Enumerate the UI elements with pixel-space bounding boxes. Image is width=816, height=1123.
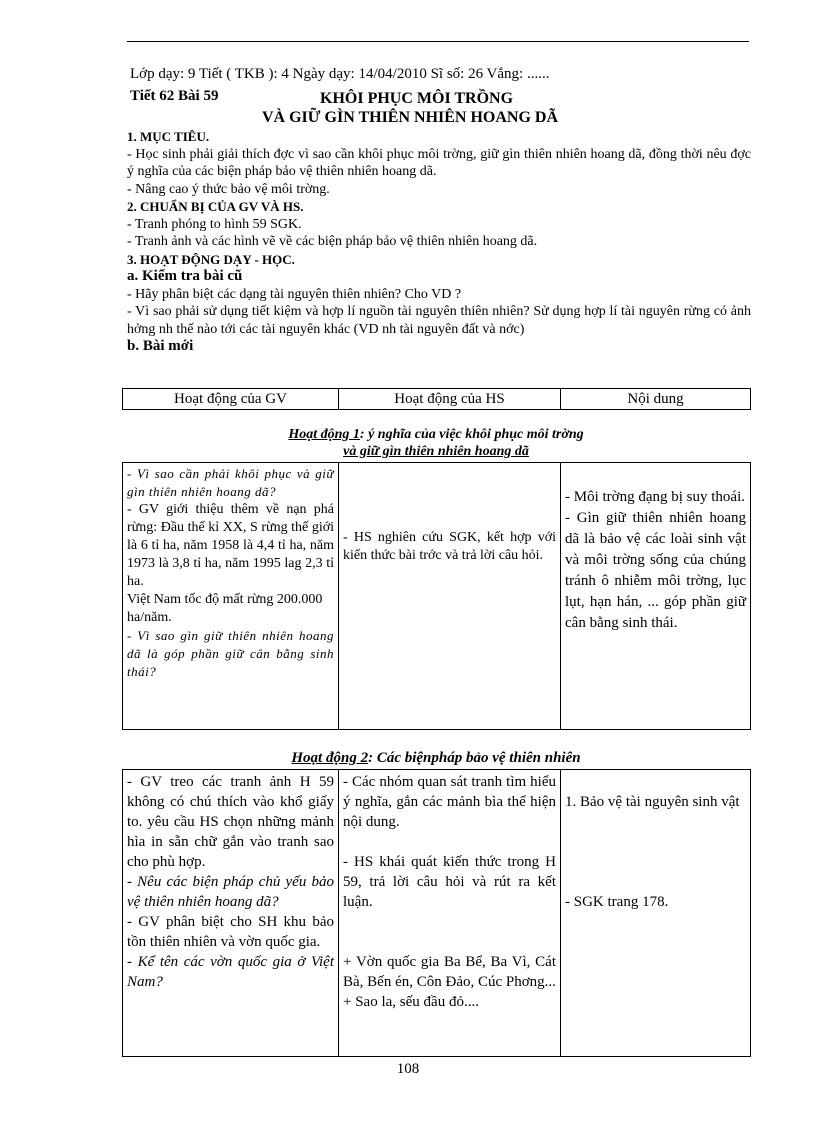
- activity1-title-line2: và giữ gìn thiên nhiên hoang dã: [343, 444, 529, 459]
- objective-2: - Nâng cao ý thức bảo vệ môi trờng.: [127, 181, 330, 197]
- activity1-content-1: - Môi trờng đạng bị suy thoái.: [565, 489, 745, 505]
- activity1-gv-text: - GV giới thiệu thêm về nạn phá rừng: Đầu thế kỉ XX, S rừng thế giới là 6 tỉ ha, năm 1958 là 4,4 tỉ ha, năm 1973 là 3,8 tỉ ha, năm 1995 lag 2,3 tỉ ha.: [127, 502, 334, 589]
- activity2-content-cell: [561, 770, 751, 1057]
- section-preparation-heading: 2. CHUẨN BỊ CỦA GV VÀ HS.: [127, 199, 304, 214]
- page-number: 108: [396, 1061, 420, 1077]
- activity2-gv-question2: - Kể tên các vờn quốc gia ở Việt Nam?: [127, 954, 334, 990]
- section-activities-heading: 3. HOẠT ĐỘNG DẠY - HỌC.: [127, 251, 295, 267]
- activity1-gv-cell: [123, 463, 339, 730]
- activity2-title: [122, 750, 750, 767]
- table-row: [123, 770, 751, 1057]
- activity1-gv-question1: - Vì sao cần phải khôi phục và giữ gìn thiên nhiên hoang dã?: [127, 466, 334, 499]
- header-gv: Hoạt động của GV: [123, 389, 339, 410]
- class-info-line: Lớp dạy: 9 Tiết ( TKB ): 4 Ngày dạy: 14/04/2010 Sĩ số: 26 Vắng: ......: [130, 66, 550, 82]
- activity2-gv-cell: [123, 770, 339, 1057]
- activity1-content-cell: [561, 463, 751, 730]
- activity2-hs-cell: [339, 770, 561, 1057]
- activity2-hs-text1: - Các nhóm quan sát tranh tìm hiểu ý nghĩa, gắn các mảnh bìa thể hiện nội dung.: [343, 774, 556, 830]
- activity2-hs-text4: + Sao la, sếu đầu đỏ....: [343, 994, 479, 1010]
- activity2-table: [122, 769, 751, 1057]
- activity1-hs-cell: [339, 463, 561, 730]
- section-objectives-heading: 1. MỤC TIÊU.: [127, 129, 210, 144]
- activity2-label: Hoạt động 2: [291, 750, 369, 766]
- lesson-body: [127, 128, 751, 356]
- review-subheading: a. Kiểm tra bài cũ: [127, 268, 243, 284]
- lesson-number: Tiết 62 Bài 59: [130, 88, 219, 104]
- activity2-gv-question1: - Nêu các biện pháp chủ yếu bảo vệ thiên nhiên hoang dã?: [127, 874, 334, 910]
- header-content: Nội dung: [561, 389, 751, 410]
- preparation-2: - Tranh ảnh và các hình vẽ về các biện pháp bảo vệ thiên nhiên hoang dã.: [127, 234, 538, 249]
- activity1-title-rest: : ý nghĩa của việc khôi phục môi trờng: [359, 427, 584, 442]
- header-rule: [127, 41, 749, 42]
- preparation-1: - Tranh phóng to hình 59 SGK.: [127, 216, 302, 232]
- activity1-content-2: - Gìn giữ thiên nhiên hoang dã là bảo vệ các loài sinh vật và môi trờng sống của chúng tránh ô nhiễm môi trờng, lục lụt, hạn hán, ... góp phần giữ cân bằng sinh thái.: [565, 510, 746, 631]
- activity1-title: [122, 426, 750, 460]
- activity1-table: [122, 462, 751, 730]
- header-hs: Hoạt động của HS: [339, 389, 561, 410]
- new-lesson-subheading: b. Bài mới: [127, 338, 194, 354]
- activity2-gv-text1: - GV treo các tranh ảnh H 59 không có chú thích vào khổ giấy to. yêu cầu HS chọn những mảnh hìa in sẵn chữ gắn vào tranh sao cho phù hợp.: [127, 774, 334, 870]
- activity1-label: Hoạt động 1: [288, 427, 360, 442]
- review-question-1: - Hãy phân biệt các dạng tài nguyên thiên nhiên? Cho VD ?: [127, 286, 462, 302]
- review-question-2: - Vì sao phải sử dụng tiết kiệm và hợp lí nguồn tài nguyên thiên nhiên? Sử dụng hợp lí tài nguyên rừng có ảnh hởng nh thế nào tới các tài nguyên khác (VD nh tài nguyên đất và nớc): [127, 304, 751, 337]
- activity2-gv-text2: - GV phân biệt cho SH khu bảo tồn thiên nhiên và vờn quốc gia.: [127, 914, 334, 950]
- lesson-title-line2: VÀ GIỮ GÌN THIÊN NHIÊN HOANG DÃ: [262, 109, 559, 126]
- objective-1: - Học sinh phải giải thích đợc vì sao cần khôi phục môi trờng, giữ gìn thiên nhiên hoang dã, đồng thời nêu đợc ý nghĩa của các biện pháp bảo vệ thiên nhiên hoang dã.: [127, 146, 751, 179]
- table-row: [123, 463, 751, 730]
- activity2-hs-text2: - HS khái quát kiến thức trong H 59, trả lời câu hỏi và rút ra kết luận.: [343, 854, 556, 910]
- activity-table-header: [122, 388, 751, 410]
- activity2-title-rest: : Các biệnpháp bảo vệ thiên nhiên: [368, 750, 581, 766]
- activity1-gv-question2: - Vì sao gìn giữ thiên nhiên hoang dã là góp phần giữ cân bằng sinh thái?: [127, 628, 334, 679]
- lesson-title-line1: KHÔI PHỤC MÔI TRỒNG: [320, 90, 514, 107]
- activity2-hs-text3: + Vờn quốc gia Ba Bể, Ba Vì, Cát Bà, Bến én, Côn Đảo, Cúc Phơng...: [343, 954, 556, 990]
- activity2-content-1: 1. Bảo vệ tài nguyên sinh vật: [565, 794, 740, 810]
- activity1-hs-text: - HS nghiên cứu SGK, kết hợp với kiến thức bài trớc và trả lời câu hỏi.: [343, 530, 556, 563]
- activity2-content-2: - SGK trang 178.: [565, 894, 669, 910]
- activity1-gv-text2: Việt Nam tốc độ mất rừng 200.000 ha/năm.: [127, 592, 323, 625]
